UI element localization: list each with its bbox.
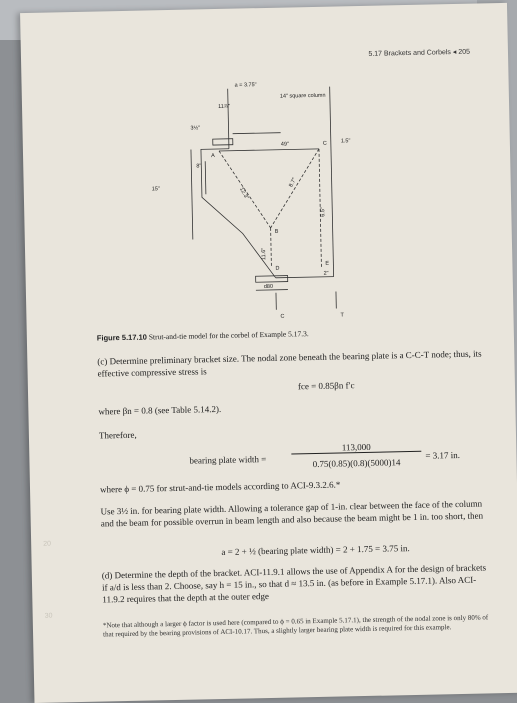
tie-AC bbox=[219, 149, 319, 151]
where-phi: where ϕ = 0.75 for strut-and-tie models according to ACI-9.3.2.6.* bbox=[100, 475, 492, 495]
strut-BD bbox=[271, 228, 272, 268]
fraction-numerator: 113,000 bbox=[291, 441, 421, 455]
bottom-plate bbox=[256, 276, 288, 283]
node-A: A bbox=[211, 153, 215, 159]
equation-a: a = 2 + ½ (bearing plate width) = 2 + 1.75 = 3.75 in. bbox=[221, 543, 410, 557]
node-B: B bbox=[275, 229, 279, 235]
label-15: 15" bbox=[152, 186, 160, 192]
dim-8-line bbox=[205, 161, 206, 194]
bearing-plate-label: bearing plate width = bbox=[189, 454, 266, 466]
paragraph-c: (c) Determine preliminary bracket size. The nodal zone beneath the bearing plate is a C-C-T node; thus, its effective compressive stress is bbox=[97, 347, 489, 379]
strut-tie-figure bbox=[139, 76, 364, 341]
bearing-plate bbox=[213, 139, 233, 145]
where-beta: where βn = 0.8 (see Table 5.14.2). bbox=[98, 403, 221, 418]
label-11: 11⅞" bbox=[218, 104, 230, 110]
dim-3-line bbox=[233, 133, 281, 134]
strut-CB bbox=[269, 149, 321, 228]
label-1-5: 1.5" bbox=[341, 138, 351, 144]
label-11-6: 11.6" bbox=[261, 248, 267, 260]
paragraph-use: Use 3½ in. for bearing plate width. Allowing a tolerance gap of 1-in. clear between the face of the column and the beam for possible overrun in beam length and also because the beam might be 1 in. too short, then bbox=[100, 497, 492, 529]
force-T-label: T bbox=[340, 312, 344, 318]
bearing-plate-result: = 3.17 in. bbox=[425, 450, 460, 461]
book-page bbox=[20, 3, 517, 703]
figure-caption bbox=[97, 329, 309, 342]
label-49: 49" bbox=[281, 141, 289, 147]
equation-fce: fce = 0.85βn f′c bbox=[298, 380, 355, 391]
footnote: *Note that although a larger ϕ factor is used here (compared to ϕ = 0.65 in Example 5.17.1), the strength of the nodal zone is only 80% of that required by the bearing provisions of ACI-10.17. Thus, a slightly larger bearing plate width is required for this example. bbox=[103, 613, 495, 639]
label-12-3: 12.3" bbox=[238, 187, 249, 201]
dim-15-line bbox=[191, 150, 193, 240]
node-D: D bbox=[275, 266, 279, 272]
margin-number-1: 20 bbox=[43, 541, 51, 548]
fraction-denominator: 0.75(0.85)(0.8)(5000)14 bbox=[291, 457, 421, 470]
label-8: 8" bbox=[196, 163, 201, 169]
margin-number-2: 30 bbox=[45, 613, 53, 620]
label-6-5: 6.5" bbox=[320, 207, 326, 217]
force-C-label: C bbox=[280, 314, 284, 320]
node-E: E bbox=[325, 261, 329, 267]
label-a: a = 3.75" bbox=[235, 82, 257, 88]
column-right-line bbox=[330, 87, 334, 277]
caption-text: Strut-and-tie model for the corbel of Example 5.17.3. bbox=[149, 329, 309, 341]
column-face-line bbox=[228, 89, 229, 149]
label-2: 2" bbox=[324, 271, 329, 277]
label-3: 3½" bbox=[190, 124, 200, 131]
label-d80: d80 bbox=[264, 284, 273, 290]
running-head: 5.17 Brackets and Corbels ◂ 205 bbox=[368, 48, 470, 58]
node-C: C bbox=[323, 141, 327, 147]
paragraph-d: (d) Determine the depth of the bracket. ACI-11.9.1 allows the use of Appendix A for the design of brackets if a/d is less than 2. Choose, say h = 15 in., so that d ≈ 13.5 in. (as before in Example 5.17.1). Also ACI-11.9.2 requires that the depth at the outer edge bbox=[102, 561, 495, 605]
therefore-text: Therefore, bbox=[99, 429, 137, 442]
label-8-7: 8.7" bbox=[288, 177, 298, 188]
label-column: 14" square column bbox=[280, 93, 326, 100]
caption-number: Figure 5.17.10 bbox=[97, 333, 147, 343]
